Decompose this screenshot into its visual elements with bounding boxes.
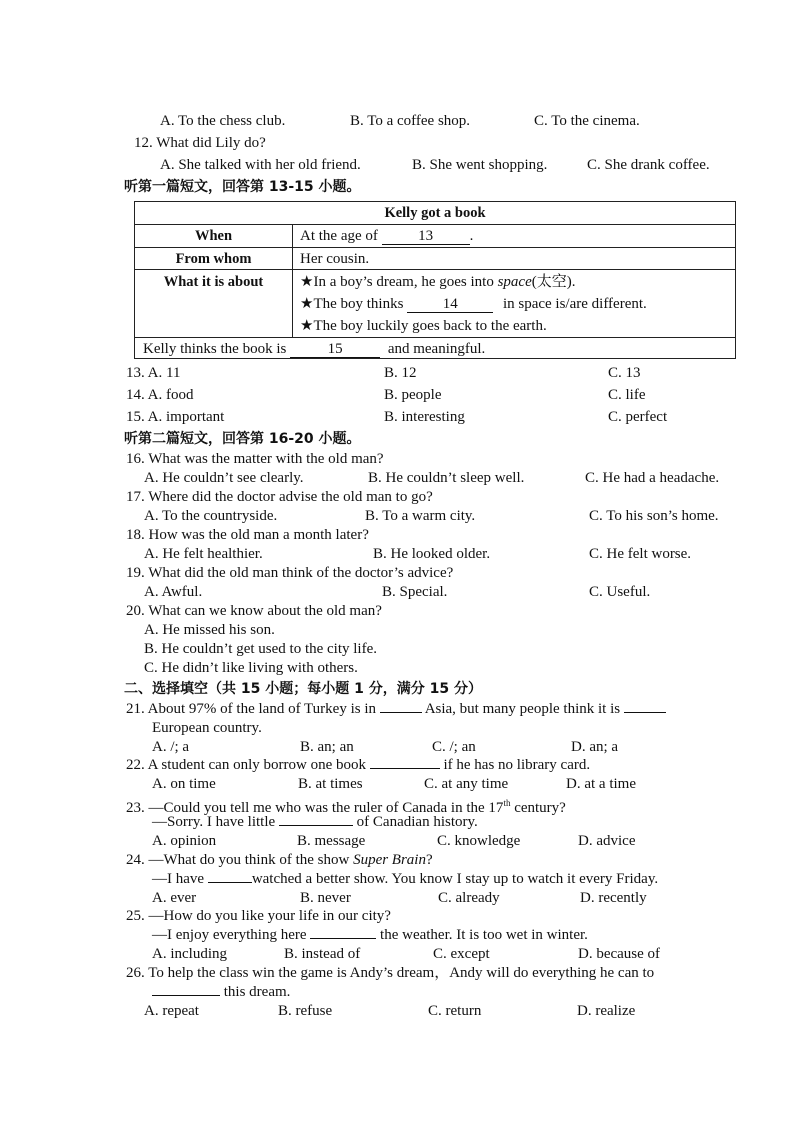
table-divider xyxy=(135,247,735,248)
answer-blank xyxy=(370,768,440,769)
table-divider xyxy=(135,337,735,338)
table-divider xyxy=(135,269,735,270)
q14-option-c: C. life xyxy=(608,387,646,403)
kelly-book-table xyxy=(134,201,736,359)
q12-option-a: A. She talked with her old friend. xyxy=(160,157,361,173)
q22-stem: 22. A student can only borrow one book if he has no library card. xyxy=(126,757,591,773)
q15-option-a: 15. A. important xyxy=(126,409,225,425)
q23-option-b: B. message xyxy=(297,833,366,849)
about-star-3: ★The boy luckily goes back to the earth. xyxy=(300,318,547,334)
q13-option-c: C. 13 xyxy=(608,365,641,381)
q19-option-c: C. Useful. xyxy=(589,584,651,600)
q19-option-b: B. Special. xyxy=(382,584,448,600)
q16-option-c: C. He had a headache. xyxy=(585,470,720,486)
q17-stem: 17. Where did the doctor advise the old man to go? xyxy=(126,489,433,505)
q21-stem: 21. About 97% of the land of Turkey is in Asia, but many people think it is xyxy=(126,700,666,719)
answer-blank xyxy=(279,825,353,826)
q24-line2: —I have watched a better show. You know I stay up to watch it every Friday. xyxy=(152,871,659,887)
q25-line2: —I enjoy everything here the weather. It is too wet in winter. xyxy=(152,927,588,943)
q26-option-a: A. repeat xyxy=(144,1003,199,1019)
q26-stem: 26. To help the class win the game is Andy’s dream，Andy will do everything he can to xyxy=(126,965,655,981)
q21-stem-cont: European country. xyxy=(152,720,262,736)
when-label: When xyxy=(194,228,233,244)
q20-option-a: A. He missed his son. xyxy=(144,622,275,638)
q23-option-d: D. advice xyxy=(578,833,636,849)
q24-option-d: D. recently xyxy=(580,890,647,906)
q17-option-c: C. To his son’s home. xyxy=(589,508,719,524)
q26-option-b: B. refuse xyxy=(278,1003,333,1019)
q16-option-a: A. He couldn’t see clearly. xyxy=(144,470,304,486)
section-heading-3: 二、选择填空（共 15 小题；每小题 1 分，满分 15 分） xyxy=(124,681,482,697)
q11-option-a: A. To the chess club. xyxy=(160,113,286,129)
answer-blank xyxy=(310,938,376,939)
answer-blank-13: 13 xyxy=(382,229,470,245)
q26-line2: this dream. xyxy=(152,983,290,1002)
whom-label: From whom xyxy=(175,251,252,267)
q21-option-b: B. an; an xyxy=(300,739,354,755)
q16-option-b: B. He couldn’t sleep well. xyxy=(368,470,525,486)
q14-option-b: B. people xyxy=(384,387,442,403)
q11-option-c: C. To the cinema. xyxy=(534,113,640,129)
table-title: Kelly got a book xyxy=(384,205,486,221)
answer-blank xyxy=(624,712,666,713)
q13-option-b: B. 12 xyxy=(384,365,417,381)
answer-blank-14: 14 xyxy=(407,297,493,313)
q12-option-c: C. She drank coffee. xyxy=(587,157,710,173)
q21-option-d: D. an; a xyxy=(571,739,619,755)
answer-blank xyxy=(208,882,252,883)
table-last-row: Kelly thinks the book is 15 and meaningful. xyxy=(143,341,486,357)
q24-option-c: C. already xyxy=(438,890,500,906)
q19-stem: 19. What did the old man think of the doctor’s advice? xyxy=(126,565,454,581)
q25-option-b: B. instead of xyxy=(284,946,361,962)
q15-option-c: C. perfect xyxy=(608,409,668,425)
q22-option-c: C. at any time xyxy=(424,776,509,792)
q13-option-a: 13. A. 11 xyxy=(126,365,181,381)
q23-line2: —Sorry. I have little of Canadian history. xyxy=(152,814,478,830)
q26-option-d: D. realize xyxy=(577,1003,636,1019)
q25-option-c: C. except xyxy=(433,946,490,962)
q22-option-d: D. at a time xyxy=(566,776,636,792)
q26-option-c: C. return xyxy=(428,1003,482,1019)
table-divider xyxy=(292,224,293,337)
q22-option-b: B. at times xyxy=(298,776,363,792)
q18-stem: 18. How was the old man a month later? xyxy=(126,527,369,543)
q17-option-a: A. To the countryside. xyxy=(144,508,278,524)
about-star-2: ★The boy thinks 14 in space is/are different. xyxy=(300,296,647,312)
q18-option-a: A. He felt healthier. xyxy=(144,546,263,562)
q12-option-b: B. She went shopping. xyxy=(412,157,548,173)
q18-option-c: C. He felt worse. xyxy=(589,546,692,562)
q18-option-b: B. He looked older. xyxy=(373,546,491,562)
q17-option-b: B. To a warm city. xyxy=(365,508,476,524)
q24-stem: 24. —What do you think of the show Super Brain? xyxy=(126,852,433,868)
q12-stem: 12. What did Lily do? xyxy=(134,135,266,151)
q21-option-c: C. /; an xyxy=(432,739,476,755)
about-label: What it is about xyxy=(163,274,264,290)
q20-option-b: B. He couldn’t get used to the city life. xyxy=(144,641,378,657)
q20-option-c: C. He didn’t like living with others. xyxy=(144,660,358,676)
q25-option-a: A. including xyxy=(152,946,227,962)
q16-stem: 16. What was the matter with the old man? xyxy=(126,451,384,467)
section-heading-2: 听第二篇短文，回答第 16-20 小题。 xyxy=(124,431,361,447)
whom-value: Her cousin. xyxy=(300,251,370,267)
when-value: At the age of 13 . xyxy=(300,228,474,244)
q23-stem: 23. —Could you tell me who was the ruler of Canada in the 17th century? xyxy=(126,798,566,816)
section-heading-1: 听第一篇短文，回答第 13-15 小题。 xyxy=(124,179,361,195)
q22-option-a: A. on time xyxy=(152,776,216,792)
q14-option-a: 14. A. food xyxy=(126,387,194,403)
q20-stem: 20. What can we know about the old man? xyxy=(126,603,382,619)
q23-option-a: A. opinion xyxy=(152,833,217,849)
q24-option-a: A. ever xyxy=(152,890,197,906)
q11-option-b: B. To a coffee shop. xyxy=(350,113,471,129)
answer-blank-15: 15 xyxy=(290,342,380,358)
q25-option-d: D. because of xyxy=(578,946,661,962)
answer-blank xyxy=(152,995,220,996)
q25-stem: 25. —How do you like your life in our city? xyxy=(126,908,391,924)
q24-option-b: B. never xyxy=(300,890,351,906)
about-star-1: ★In a boy’s dream, he goes into space(太空). xyxy=(300,274,576,290)
q19-option-a: A. Awful. xyxy=(144,584,203,600)
table-divider xyxy=(135,224,735,225)
q15-option-b: B. interesting xyxy=(384,409,465,425)
q21-option-a: A. /; a xyxy=(152,739,190,755)
q23-option-c: C. knowledge xyxy=(437,833,521,849)
answer-blank xyxy=(380,712,422,713)
